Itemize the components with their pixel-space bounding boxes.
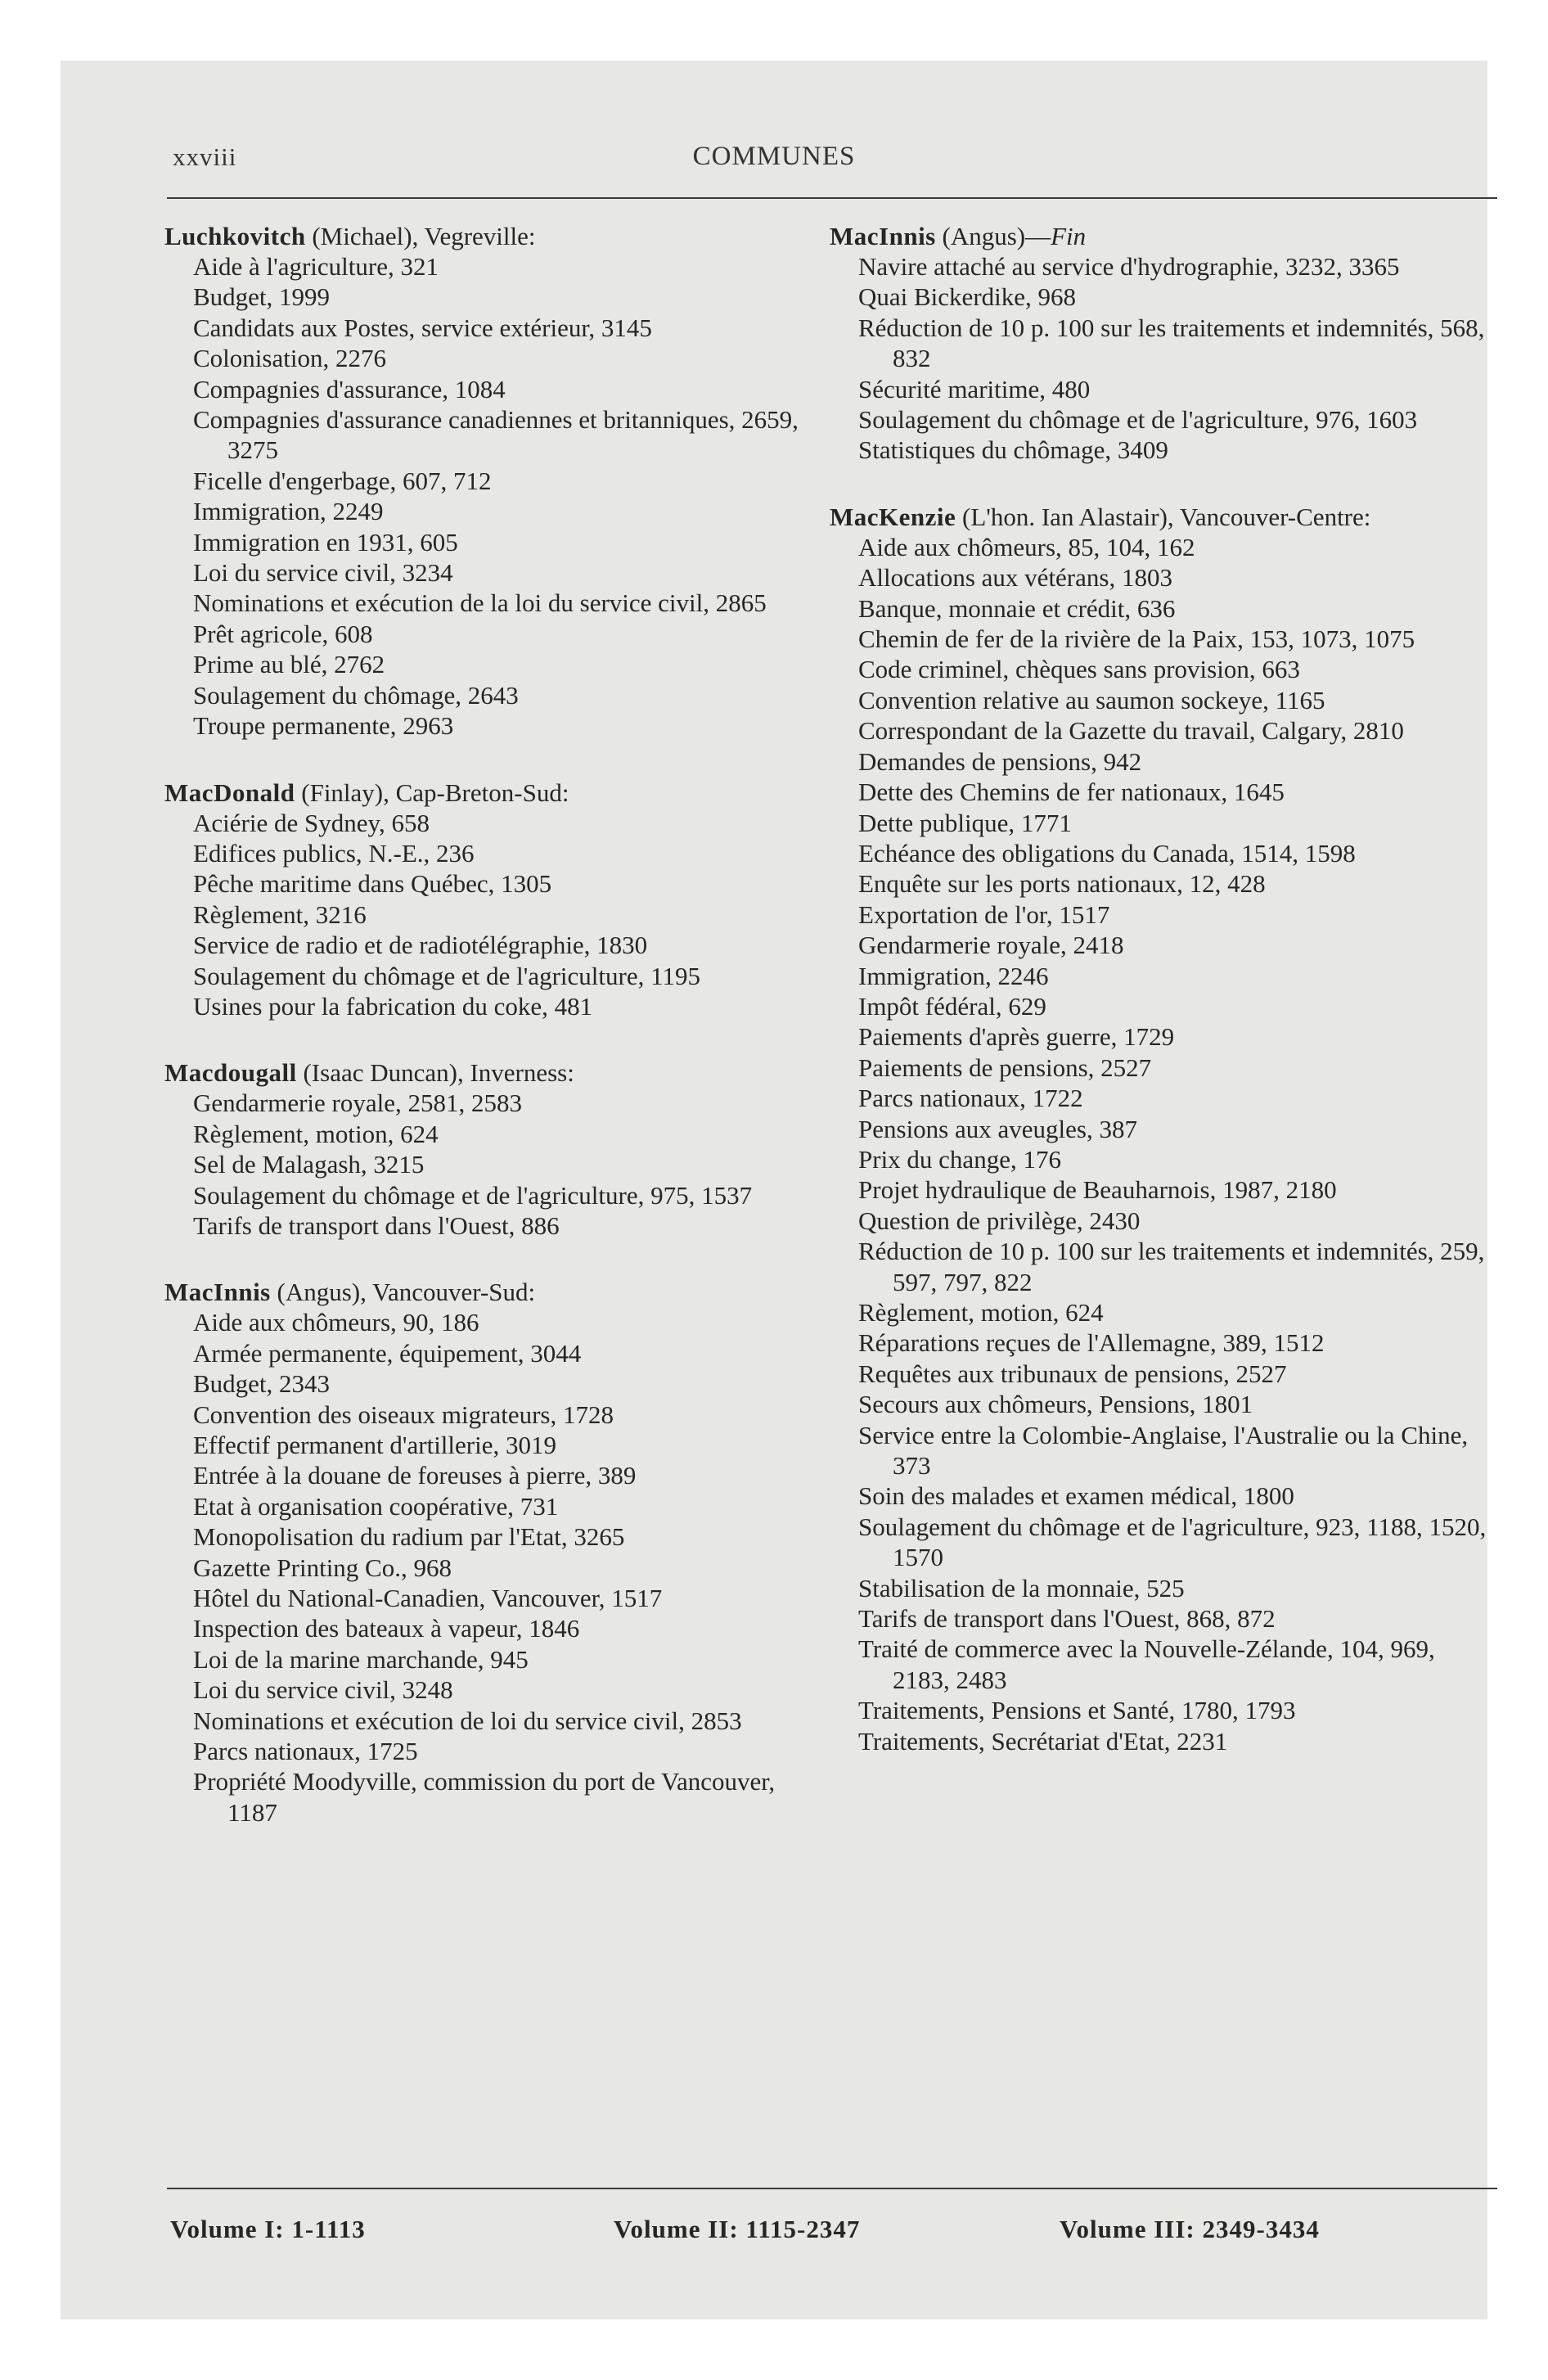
- volume-range-2: Volume II: 1115-2347: [614, 2215, 861, 2243]
- topic-item: Traitements, Pensions et Santé, 1780, 1793: [858, 1696, 1296, 1725]
- topic-list: [830, 251, 1494, 466]
- topic-item: Compagnies d'assurance, 1084: [193, 374, 506, 403]
- member-name: MacInnis: [830, 222, 936, 250]
- topic-item: Echéance des obligations du Canada, 1514, 1598: [858, 838, 1356, 868]
- topic-item: Usines pour la fabrication du coke, 481: [193, 991, 593, 1021]
- topic-item: Convention des oiseaux migrateurs, 1728: [193, 1400, 614, 1429]
- topic-item: Dette publique, 1771: [858, 808, 1072, 837]
- topic-item: Loi du service civil, 3248: [193, 1675, 453, 1705]
- topic-item: Budget, 2343: [193, 1369, 331, 1399]
- topic-item: Soulagement du chômage, 2643: [193, 680, 519, 710]
- member-heading: [830, 221, 1494, 251]
- topic-item: Dette des Chemins de fer nationaux, 1645: [858, 778, 1285, 807]
- header-rule: [167, 197, 1497, 199]
- topic-item: Edifices publics, N.-E., 236: [193, 838, 475, 868]
- page-number: xxviii: [173, 142, 237, 171]
- topic-item: Sécurité maritime, 480: [858, 374, 1091, 403]
- topic-item: Ficelle d'engerbage, 607, 712: [193, 466, 492, 495]
- topic-item: Effectif permanent d'artillerie, 3019: [193, 1431, 556, 1459]
- topic-item: Monopolisation du radium par l'Etat, 3265: [193, 1522, 625, 1552]
- topic-item: Budget, 1999: [193, 282, 331, 312]
- topic-item: Service entre la Colombie-Anglaise, l'Australie ou la Chine, 373: [858, 1420, 1469, 1481]
- continuation-label: Fin: [1051, 222, 1087, 250]
- topic-item: Aide aux chômeurs, 85, 104, 162: [858, 532, 1195, 561]
- topic-item: Entrée à la douane de foreuses à pierre, 389: [193, 1461, 637, 1490]
- topic-item: Etat à organisation coopérative, 731: [193, 1491, 559, 1521]
- topic-list: [164, 1307, 829, 1828]
- topic-item: Loi de la marine marchande, 945: [193, 1644, 529, 1674]
- topic-item: Requêtes aux tribunaux de pensions, 2527: [858, 1359, 1287, 1388]
- topic-item: Propriété Moodyville, commission du port de Vancouver, 1187: [193, 1767, 776, 1827]
- topic-item: Quai Bickerdike, 968: [858, 282, 1077, 312]
- topic-item: Prime au blé, 2762: [193, 650, 385, 679]
- index-entry: [830, 502, 1494, 1756]
- topic-item: Inspection des bateaux à vapeur, 1846: [193, 1614, 580, 1643]
- topic-item: Soulagement du chômage et de l'agriculture, 923, 1188, 1520, 1570: [858, 1512, 1487, 1572]
- topic-item: Compagnies d'assurance canadiennes et britanniques, 2659, 3275: [193, 405, 799, 465]
- topic-item: Secours aux chômeurs, Pensions, 1801: [858, 1390, 1253, 1419]
- member-riding: (Angus)—: [935, 222, 1051, 250]
- topic-item: Immigration en 1931, 605: [193, 527, 458, 557]
- topic-item: Parcs nationaux, 1722: [858, 1084, 1083, 1113]
- volume-range-1: Volume I: 1-1113: [170, 2215, 366, 2243]
- topic-item: Nominations et exécution de la loi du service civil, 2865: [193, 588, 767, 618]
- member-name: Luchkovitch: [164, 222, 306, 250]
- member-heading: [164, 778, 829, 808]
- topic-item: Demandes de pensions, 942: [858, 746, 1142, 776]
- topic-item: Banque, monnaie et crédit, 636: [858, 593, 1176, 623]
- topic-list: [164, 808, 829, 1022]
- topic-list: [164, 251, 829, 741]
- topic-item: Soulagement du chômage et de l'agriculture, 976, 1603: [858, 405, 1418, 435]
- topic-item: Paiements de pensions, 2527: [858, 1053, 1152, 1082]
- topic-item: Statistiques du chômage, 3409: [858, 435, 1168, 465]
- topic-item: Réparations reçues de l'Allemagne, 389, 1512: [858, 1328, 1325, 1358]
- member-heading: [830, 502, 1494, 532]
- topic-item: Candidats aux Postes, service extérieur, 3145: [193, 313, 652, 342]
- topic-item: Hôtel du National-Canadien, Vancouver, 1517: [193, 1584, 663, 1613]
- topic-item: Gendarmerie royale, 2418: [858, 931, 1124, 960]
- topic-item: Nominations et exécution de loi du service civil, 2853: [193, 1706, 742, 1735]
- topic-item: Traité de commerce avec la Nouvelle-Zélande, 104, 969, 2183, 2483: [858, 1634, 1435, 1694]
- topic-list: [830, 532, 1494, 1756]
- topic-item: Code criminel, chèques sans provision, 663: [858, 655, 1300, 684]
- topic-item: Soulagement du chômage et de l'agriculture, 975, 1537: [193, 1180, 753, 1210]
- right-column: [830, 221, 1494, 1792]
- member-riding: (Finlay), Cap-Breton-Sud:: [295, 778, 569, 807]
- footer-rule: [167, 2188, 1497, 2189]
- topic-item: Réduction de 10 p. 100 sur les traitements et indemnités, 259, 597, 797, 822: [858, 1237, 1485, 1296]
- topic-item: Loi du service civil, 3234: [193, 558, 453, 588]
- topic-item: Aide à l'agriculture, 321: [193, 252, 439, 281]
- index-entry: [164, 221, 829, 741]
- topic-item: Soulagement du chômage et de l'agriculture, 1195: [193, 961, 700, 990]
- page: [61, 61, 1487, 2319]
- topic-item: Pêche maritime dans Québec, 1305: [193, 869, 552, 899]
- topic-item: Exportation de l'or, 1517: [858, 899, 1110, 929]
- topic-item: Impôt fédéral, 629: [858, 991, 1046, 1021]
- topic-item: Prêt agricole, 608: [193, 619, 373, 648]
- topic-item: Immigration, 2249: [193, 497, 384, 526]
- topic-item: Paiements d'après guerre, 1729: [858, 1022, 1175, 1052]
- index-entry: [164, 778, 829, 1022]
- topic-item: Parcs nationaux, 1725: [193, 1737, 418, 1766]
- topic-item: Correspondant de la Gazette du travail, Calgary, 2810: [858, 716, 1404, 746]
- member-riding: (Michael), Vegreville:: [305, 222, 536, 250]
- topic-item: Gazette Printing Co., 968: [193, 1553, 452, 1582]
- topic-item: Projet hydraulique de Beauharnois, 1987, 2180: [858, 1175, 1337, 1205]
- left-column: [164, 221, 829, 1864]
- topic-item: Troupe permanente, 2963: [193, 711, 454, 741]
- member-name: MacDonald: [164, 778, 295, 807]
- page-header: [61, 61, 1487, 224]
- member-heading: [164, 221, 829, 251]
- topic-item: Armée permanente, équipement, 3044: [193, 1338, 582, 1368]
- topic-item: Aide aux chômeurs, 90, 186: [193, 1308, 479, 1337]
- topic-item: Enquête sur les ports nationaux, 12, 428: [858, 869, 1266, 899]
- topic-item: Allocations aux vétérans, 1803: [858, 563, 1172, 593]
- topic-item: Prix du change, 176: [858, 1144, 1061, 1174]
- topic-item: Question de privilège, 2430: [858, 1206, 1141, 1235]
- topic-item: Stabilisation de la monnaie, 525: [858, 1573, 1185, 1602]
- topic-item: Règlement, motion, 624: [193, 1119, 439, 1148]
- member-heading: [164, 1277, 829, 1307]
- topic-item: Tarifs de transport dans l'Ouest, 868, 872: [858, 1604, 1276, 1634]
- member-heading: [164, 1057, 829, 1088]
- topic-item: Convention relative au saumon sockeye, 1165: [858, 685, 1325, 714]
- topic-item: Règlement, 3216: [193, 899, 367, 929]
- member-riding: (Isaac Duncan), Inverness:: [296, 1058, 574, 1088]
- topic-item: Sel de Malagash, 3215: [193, 1150, 425, 1179]
- topic-item: Gendarmerie royale, 2581, 2583: [193, 1089, 523, 1118]
- member-name: MacInnis: [164, 1278, 271, 1307]
- topic-item: Soin des malades et examen médical, 1800: [858, 1481, 1294, 1511]
- topic-item: Service de radio et de radiotélégraphie, 1830: [193, 931, 648, 960]
- topic-item: Chemin de fer de la rivière de la Paix, 153, 1073, 1075: [858, 624, 1415, 654]
- index-entry: [830, 221, 1494, 466]
- index-entry: [164, 1277, 829, 1828]
- topic-item: Pensions aux aveugles, 387: [858, 1114, 1137, 1143]
- topic-item: Immigration, 2246: [858, 961, 1049, 990]
- topic-item: Aciérie de Sydney, 658: [193, 808, 430, 837]
- topic-item: Règlement, motion, 624: [858, 1298, 1104, 1327]
- member-name: MacKenzie: [830, 502, 956, 531]
- member-riding: (Angus), Vancouver-Sud:: [270, 1278, 536, 1307]
- running-title: COMMUNES: [692, 142, 856, 171]
- member-name: Macdougall: [164, 1058, 297, 1088]
- topic-item: Colonisation, 2276: [193, 344, 386, 373]
- volume-range-3: Volume III: 2349-3434: [1060, 2215, 1320, 2243]
- topic-item: Réduction de 10 p. 100 sur les traitements et indemnités, 568, 832: [858, 313, 1485, 373]
- member-riding: (L'hon. Ian Alastair), Vancouver-Centre:: [956, 502, 1371, 531]
- topic-item: Tarifs de transport dans l'Ouest, 886: [193, 1210, 560, 1240]
- topic-item: Navire attaché au service d'hydrographie, 3232, 3365: [858, 252, 1400, 281]
- topic-item: Traitements, Secrétariat d'Etat, 2231: [858, 1726, 1228, 1756]
- topic-list: [164, 1088, 829, 1241]
- index-entry: [164, 1057, 829, 1241]
